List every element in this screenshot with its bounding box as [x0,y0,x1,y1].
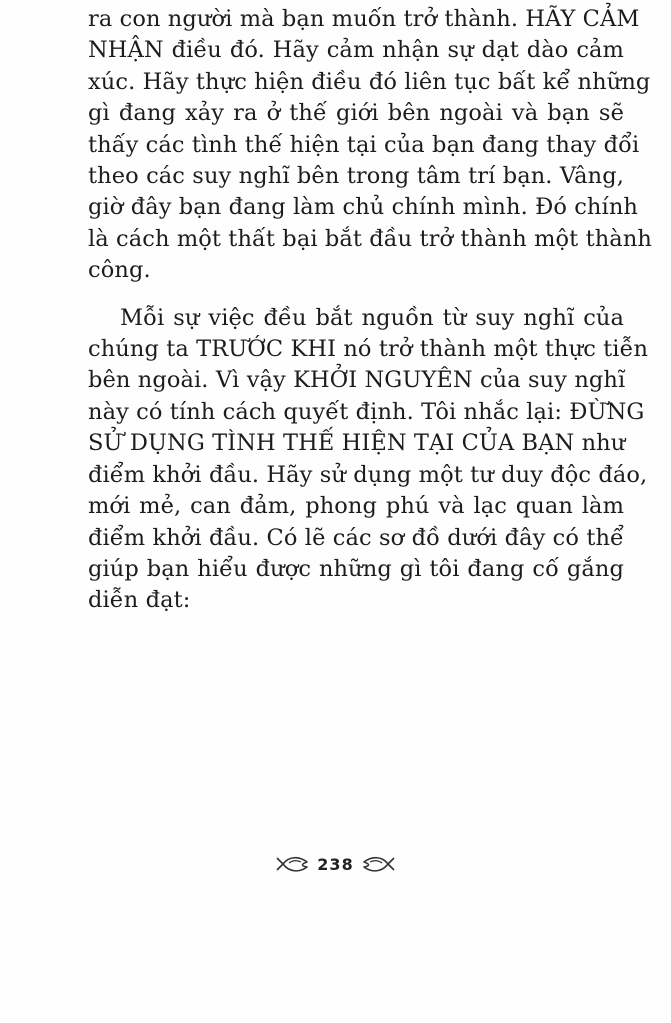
text-line: chúng ta TRƯỚC KHI nó trở thành một thực tiễn [88,336,649,363]
text-line: giúp bạn hiểu được những gì tôi đang cố gắng [88,555,624,582]
text-line: điểm khởi đầu. Có lẽ các sơ đồ dưới đây có thể [88,524,624,551]
text-line: này có tính cách quyết định. Tôi nhắc lại: ĐỪNG [88,398,645,425]
text-line: NHẬN điều đó. Hãy cảm nhận sự dạt dào cảm [88,37,624,64]
text-line: điểm khởi đầu. Hãy sử dụng một tư duy độc đáo, [88,461,648,488]
page-footer [0,849,671,879]
text-line: SỬ DỤNG TÌNH THẾ HIỆN TẠI CỦA BẠN như [88,430,626,457]
text-line: theo các suy nghĩ bên trong tâm trí bạn. Vâng, [88,163,624,190]
text-line: thấy các tình thế hiện tại của bạn đang thay đổi [88,131,640,158]
body-text [88,4,653,617]
text-line: công. [88,257,151,284]
text-line: ra con người mà bạn muốn trở thành. HÃY CẢM [88,6,640,32]
paragraph-2 [88,303,649,617]
page-number: 238 [317,854,354,874]
text-line: bên ngoài. Vì vậy KHỞI NGUYÊN của suy nghĩ [88,367,626,394]
fish-ornament-left-icon [275,854,309,874]
text-line: giờ đây bạn đang làm chủ chính mình. Đó chính [88,194,639,221]
text-line: xúc. Hãy thực hiện điều đó liên tục bất kể những [88,68,651,95]
paragraph-1 [88,4,653,287]
text-line: gì đang xảy ra ở thế giới bên ngoài và bạn sẽ [88,100,624,127]
text-line: diễn đạt: [88,587,191,614]
fish-ornament-right-icon [362,854,396,874]
text-line: mới mẻ, can đảm, phong phú và lạc quan làm [88,493,624,520]
text-line: Mỗi sự việc đều bắt nguồn từ suy nghĩ của [120,304,624,331]
text-line: là cách một thất bại bắt đầu trở thành một thành [88,225,653,252]
